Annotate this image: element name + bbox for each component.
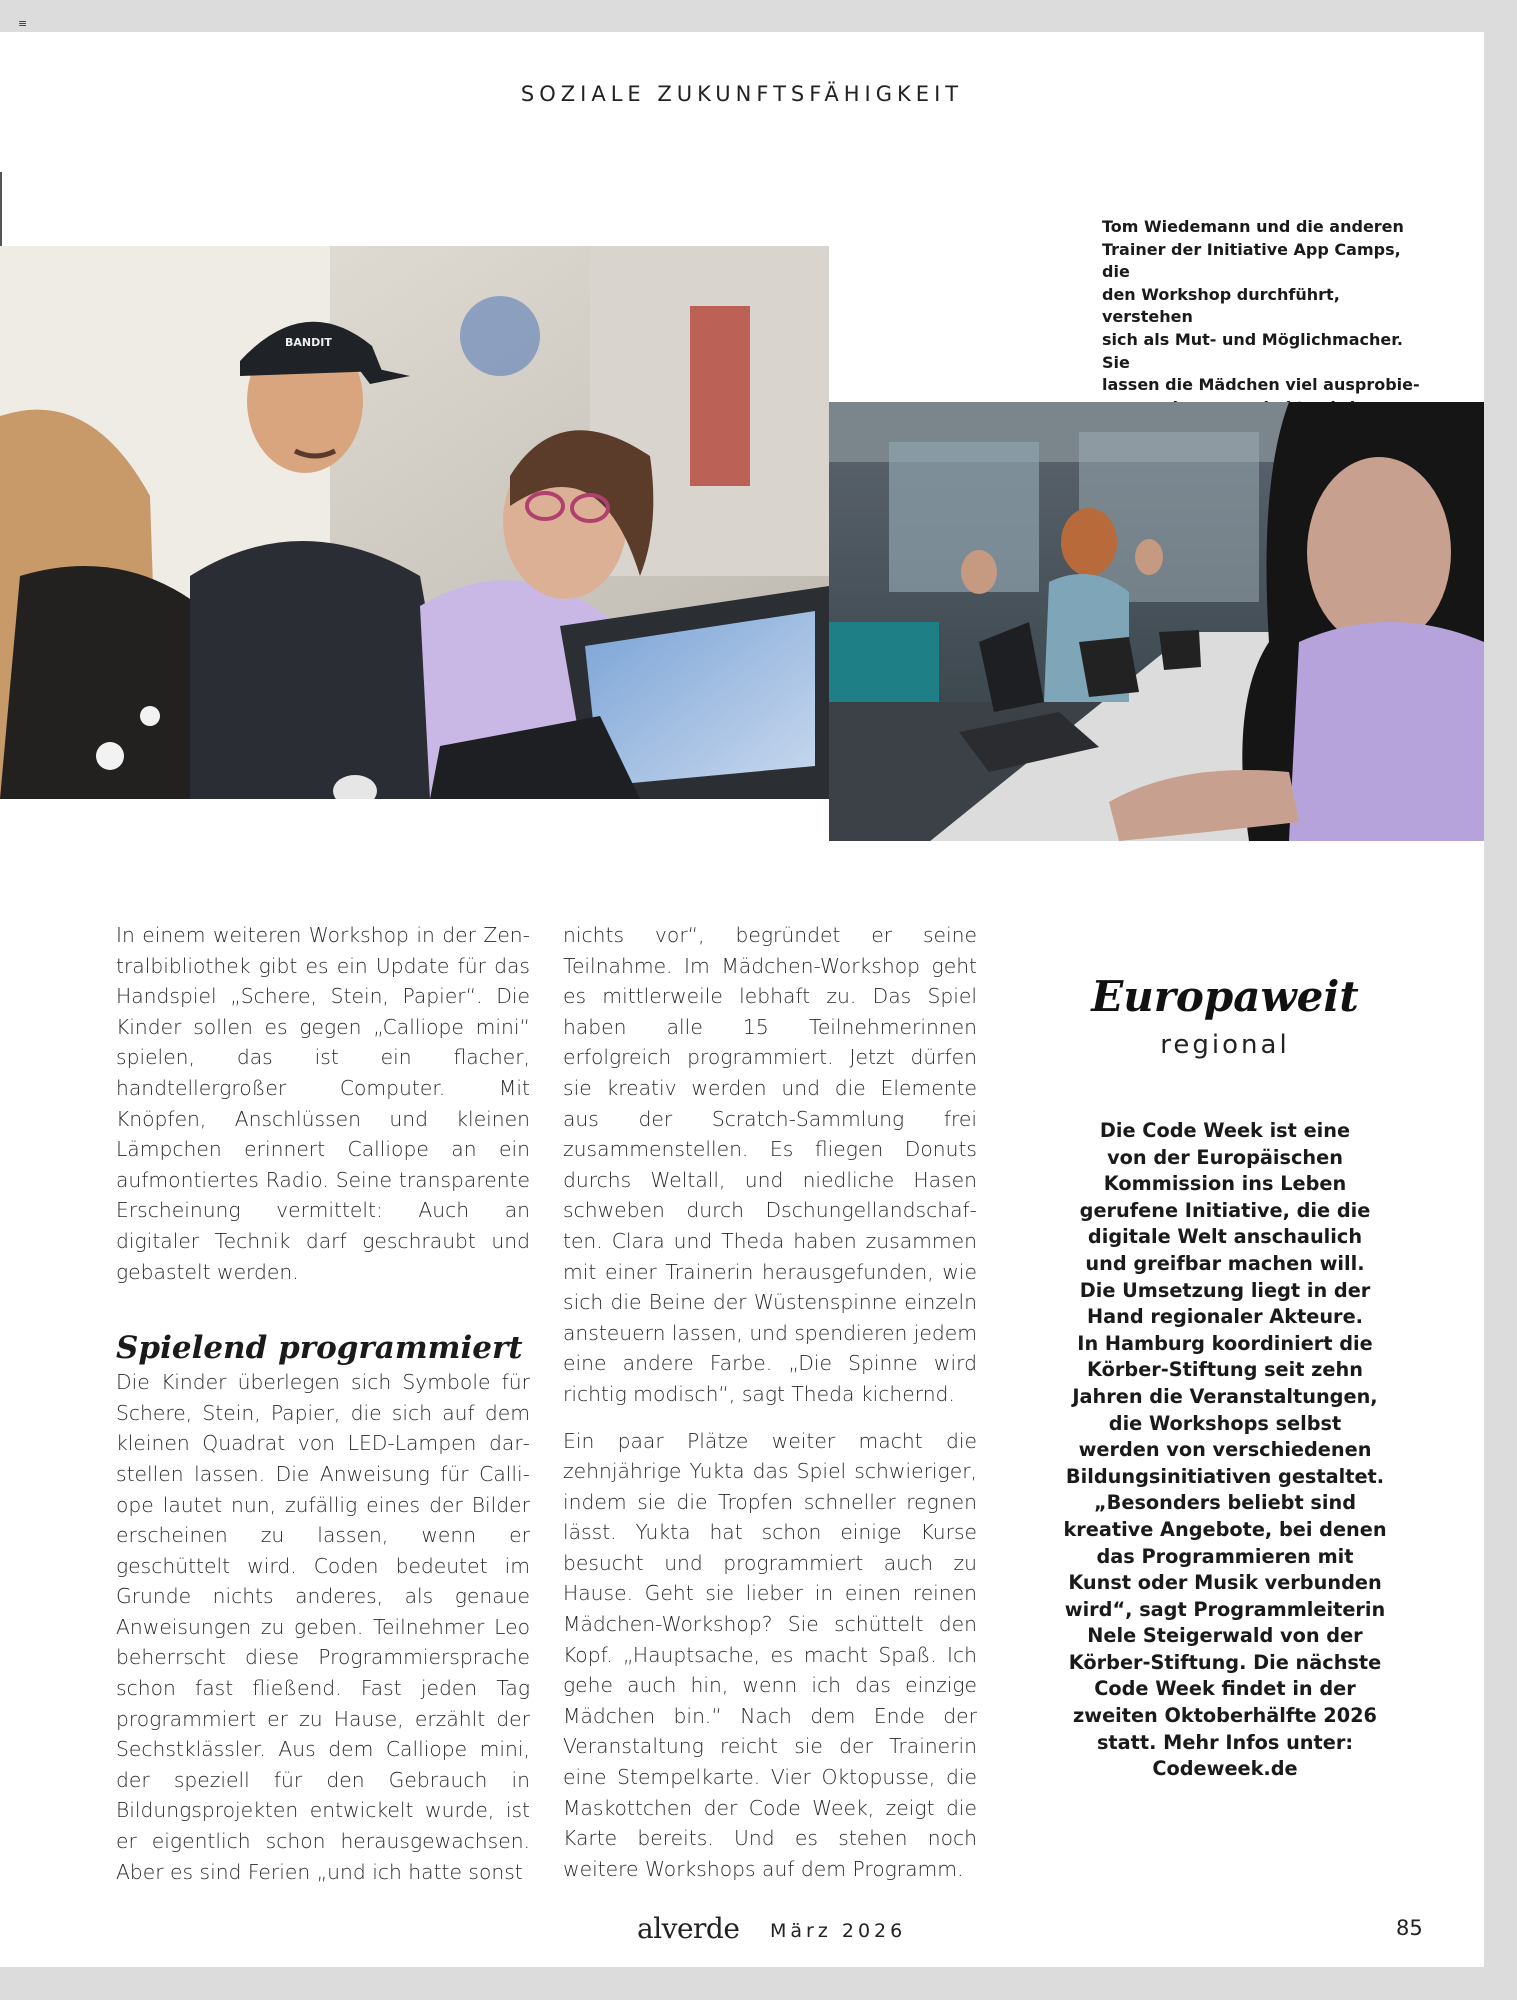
infobox-line: Körber-Stiftung seit zehn (1087, 1358, 1363, 1382)
infobox-line: kreative Angebote, bei denen (1063, 1517, 1387, 1541)
article-column-2 (563, 920, 977, 1884)
infobox-line: Codeweek.de (1152, 1757, 1298, 1781)
page-number: 85 (1396, 1916, 1423, 1940)
infobox-line: Hand regionaler Akteure. (1087, 1305, 1363, 1329)
subheading: Spielend programmiert (116, 1330, 523, 1367)
infobox-line: Kunst oder Musik verbunden (1068, 1571, 1382, 1595)
infobox-line: wird“, sagt Programmleiterin (1064, 1597, 1386, 1621)
infobox-line: Jahren die Veranstaltungen, (1072, 1384, 1378, 1408)
infobox-text (1060, 1118, 1390, 1783)
infobox-line: und greifbar machen will. (1085, 1251, 1365, 1275)
infobox-line: Die Umsetzung liegt in der (1079, 1278, 1371, 1302)
caption-line: sich als Mut- und Möglichmacher. Sie (1102, 329, 1403, 372)
section-title: SOZIALE ZUKUNFTSFÄHIGKEIT (520, 82, 964, 106)
infobox-line: werden von verschiedenen (1078, 1438, 1372, 1462)
magazine-page (0, 32, 1484, 1967)
article-column-1 (116, 920, 530, 1887)
photo-classroom (829, 402, 1484, 841)
cap-logo-text: BANDIT (285, 336, 332, 349)
caption-line: Tom Wiedemann und die anderen (1102, 217, 1404, 236)
infobox-line: digitale Welt anschaulich (1087, 1225, 1363, 1249)
menu-icon[interactable]: ≡ (18, 17, 28, 30)
issue-date: März 2026 (770, 1920, 907, 1942)
infobox-title: Europaweit (1091, 972, 1359, 1021)
infobox-subtitle: regional (1160, 1030, 1290, 1060)
infobox-line: Code Week findet in der (1094, 1677, 1356, 1701)
infobox-line: die Workshops selbst (1108, 1411, 1342, 1435)
photo-trainer-illustration (0, 246, 829, 799)
infobox-line: Die Code Week ist eine (1099, 1119, 1351, 1142)
infobox-line: das Programmieren mit (1096, 1544, 1354, 1568)
infobox-line: „Besonders beliebt sind (1094, 1491, 1356, 1515)
infobox-line: Körber-Stiftung. Die nächste (1068, 1650, 1382, 1674)
page-edge-mark (0, 172, 2, 252)
infobox-line: In Hamburg koordiniert die (1077, 1331, 1373, 1355)
infobox-line: Nele Steigerwald von der (1087, 1624, 1363, 1648)
paragraph: nichts vor“, begründet er seine Teilnahme. Im Mädchen-Workshop geht es mittlerweile lebhaft zu. Das Spiel haben alle 15 Teilnehmerinnen erfolgreich programmiert. Jetzt dürfen sie kreativ werden und die Elemente aus der Scratch-Sammlung frei zusammenstellen. Es fliegen Donuts durchs Weltall, und niedliche Hasen schweben durch Dschungellandschaften. Clara und Theda haben zusammen mit einer Trainerin herausgefunden, wie sich die Beine der Wüstenspinne einzeln ansteuern lassen, und spendieren jedem eine andere Farbe. „Die Spinne wird richtig modisch“, sagt Theda kichernd. (563, 923, 977, 1406)
infobox-line: Kommission ins Leben (1103, 1172, 1347, 1196)
paragraph: In einem weiteren Workshop in der Zentralbibliothek gibt es ein Update für das Handspiel „Schere, Stein, Papier“. Die Kinder sollen es gegen „Calliope mini“ spielen, das ist ein flacher, handtellergroßer Computer. Mit Knöpfen, Anschlüssen und kleinen Lämpchen erinnert Calliope an ein aufmontiertes Radio. Seine transparente Erscheinung vermittelt: Auch an digitaler Technik darf geschraubt und gebastelt werden. (116, 923, 530, 1284)
photo-trainer-with-girls (0, 246, 829, 799)
photo-classroom-illustration (829, 402, 1484, 841)
paragraph: Ein paar Plätze weiter macht die zehnjährige Yukta das Spiel schwieriger, indem sie die Tropfen schneller regnen lässt. Yukta hat schon einige Kurse besucht und programmiert auch zu Hause. Geht sie lieber in einen reinen Mädchen-Workshop? Sie schüttelt den Kopf. „Hauptsache, es macht Spaß. Ich gehe auch hin, wenn ich das einzige Mädchen bin.“ Nach dem Ende der Veranstaltung reicht sie der Trainerin eine Stempelkarte. Vier Oktopusse, die Maskottchen der Code Week, zeigt die Karte bereits. Und es stehen noch weitere Workshops auf dem Programm. (563, 1428, 977, 1881)
infobox-line: statt. Mehr Infos unter: (1096, 1730, 1354, 1754)
infobox-line: zweiten Oktoberhälfte 2026 (1073, 1704, 1377, 1728)
infobox-line: Bildungsinitiativen gestaltet. (1065, 1464, 1385, 1488)
caption-line: lassen die Mädchen viel ausprobie- (1102, 375, 1420, 395)
magazine-brand: alverde (637, 1912, 740, 1945)
caption-line: Trainer der Initiative App Camps, die (1102, 239, 1401, 282)
infobox-line: von der Europäischen (1107, 1145, 1343, 1169)
paragraph: Die Kinder überlegen sich Symbole für Schere, Stein, Papier, die sich auf dem kleinen Quadrat von LED-Lampen darstellen lassen. Die Anweisung für Calliope lautet nun, zufällig eines der Bilder erscheinen zu lassen, wenn er geschüttelt wird. Coden bedeutet im Grunde nichts anderes, als genaue Anweisungen zu geben. Teilnehmer Leo beherrscht diese Programmiersprache schon fast fließend. Fast jeden Tag programmiert er zu Hause, erzählt der Sechstklässler. Aus dem Calliope mini, der speziell für den Gebrauch in Bildungsprojekten entwickelt wurde, ist er eigentlich schon herausgewachsen. Aber es sind Ferien „und ich hatte sonst (116, 1370, 530, 1884)
caption-line: den Workshop durchführt, verstehen (1102, 284, 1340, 327)
infobox-line: gerufene Initiative, die die (1079, 1198, 1371, 1222)
